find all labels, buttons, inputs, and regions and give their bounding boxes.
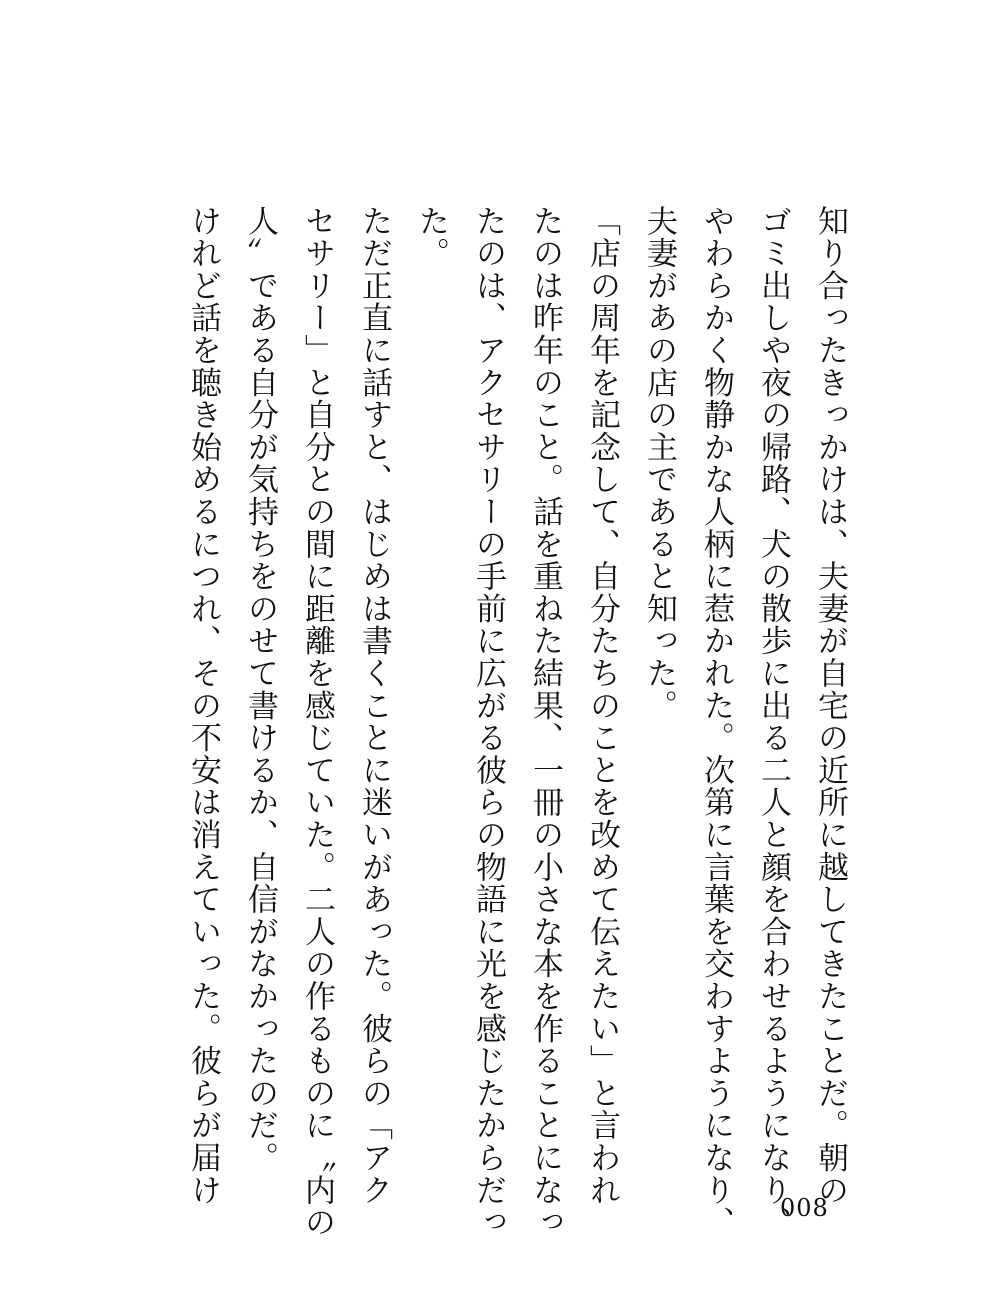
paragraph-3: ただ正直に話すと、はじめは書くことに迷いがあった。彼らの「アク セサリー」と自分との間に距離を感じていた。二人の作るものに〝内の 人〟である自分が気持ちをのせて書けるか、自信がなかったのだ。 けれど話を聴き始めるにつれ、その不安は消えていった。彼らが届け	[185, 205, 392, 1239]
paragraph-1: 知り合ったきっかけは、夫妻が自宅の近所に越してきたことだ。朝の ゴミ出しや夜の帰路、犬の散歩に出る二人と顔を合わせるようになり、 やわらかく物静かな人柄に惹かれた。次第に言葉を交わすようになり、 夫妻があの店の主であると知った。	[641, 205, 848, 1239]
page-number: 008	[780, 1194, 829, 1222]
paragraph-2: 「店の周年を記念して、自分たちのことを改めて伝えたい」と言われ たのは昨年のこと。話を重ねた結果、一冊の小さな本を作ることになっ たのは、アクセサリーの手前に広がる彼らの物語に光を感じたからだっ た。	[413, 205, 620, 1239]
